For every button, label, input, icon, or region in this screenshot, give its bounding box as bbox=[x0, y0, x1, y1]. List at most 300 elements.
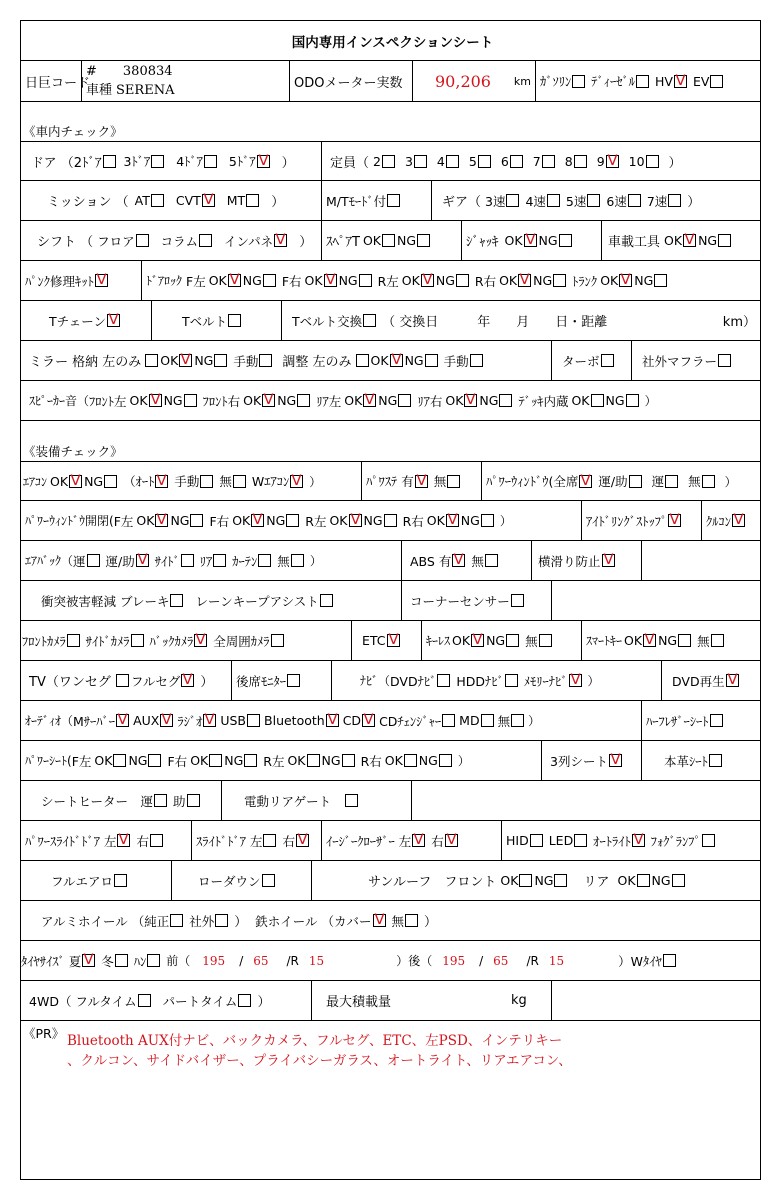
sunroof-rear-ng[interactable] bbox=[672, 874, 685, 887]
audio-0-label: Mｻｰﾊﾞｰ bbox=[73, 713, 116, 729]
t-belt-checkbox[interactable] bbox=[228, 314, 241, 327]
capacity-7-label: 9 bbox=[596, 153, 605, 169]
navi-0 bbox=[390, 672, 452, 690]
aircon-row bbox=[21, 461, 760, 501]
gear-4 bbox=[647, 192, 683, 210]
doorlock-1-ok[interactable] bbox=[324, 274, 337, 287]
wheels-genuine bbox=[41, 912, 185, 930]
puncture-kit-label: ﾊﾟﾝｸ修理ｷｯﾄ bbox=[25, 273, 94, 289]
pw-open-0 bbox=[114, 512, 206, 530]
power-seat-label: ﾊﾟﾜｰｼｰﾄ( bbox=[25, 754, 72, 768]
tire-row bbox=[21, 941, 760, 981]
psd-right-checkbox[interactable] bbox=[150, 834, 163, 847]
power-seat-1-ng[interactable] bbox=[244, 754, 257, 767]
audio-3 bbox=[220, 713, 262, 728]
pw-open-3-label: R右 bbox=[402, 513, 424, 529]
lights-3 bbox=[651, 832, 717, 850]
capacity-8 bbox=[629, 154, 661, 169]
camera-1-checkbox[interactable] bbox=[131, 634, 144, 647]
turbo-checkbox[interactable] bbox=[601, 354, 614, 367]
tire-w bbox=[618, 952, 678, 970]
easy-closer-right-label: 右 bbox=[431, 833, 444, 849]
lowdown bbox=[198, 872, 277, 890]
sunroof-front-ok-label: OK bbox=[500, 873, 519, 888]
lights-1-checkbox[interactable] bbox=[574, 834, 587, 847]
doorlock-2-ng[interactable] bbox=[456, 274, 469, 287]
power-seat-1-ok[interactable] bbox=[209, 754, 222, 767]
audio-4-checkbox[interactable] bbox=[326, 714, 339, 727]
shift-0-checkbox[interactable] bbox=[136, 234, 149, 247]
lane-keep-checkbox[interactable] bbox=[320, 594, 333, 607]
mt-mode-cell bbox=[321, 181, 431, 220]
pr-text bbox=[67, 1031, 572, 1071]
pw-open-row bbox=[21, 501, 760, 541]
code-prefix: # bbox=[86, 64, 97, 79]
doorlock-1-ng-label: NG bbox=[338, 273, 358, 288]
speaker-4-ng[interactable] bbox=[626, 394, 639, 407]
gear-1-label: 4速 bbox=[525, 193, 546, 209]
pw-open-1-ok[interactable] bbox=[251, 514, 264, 527]
smart-key-ok-checkbox[interactable] bbox=[643, 634, 656, 647]
sunroof-front-ng[interactable] bbox=[554, 874, 567, 887]
jack-ok-label: OK bbox=[504, 233, 523, 248]
power-seat-row bbox=[21, 741, 760, 781]
camera-0-label: ﾌﾛﾝﾄｶﾒﾗ bbox=[22, 633, 66, 649]
slide-door-right-checkbox[interactable] bbox=[296, 834, 309, 847]
speaker-4-ok-label: OK bbox=[571, 393, 590, 408]
tire-han-checkbox[interactable] bbox=[147, 954, 160, 967]
audio-8-checkbox[interactable] bbox=[511, 714, 524, 727]
doorlock-3-ok[interactable] bbox=[518, 274, 531, 287]
pw-open-3-ok-label: OK bbox=[426, 513, 445, 528]
seat-heater-driver-checkbox[interactable] bbox=[154, 794, 167, 807]
keyless-label: ｷｰﾚｽ bbox=[426, 634, 451, 648]
airbag-1 bbox=[106, 552, 151, 570]
capacity-6-label: 8 bbox=[564, 153, 573, 169]
psd-left-checkbox[interactable] bbox=[117, 834, 130, 847]
audio-4-label: Bluetooth bbox=[264, 713, 325, 728]
pw-open-2-ng[interactable] bbox=[384, 514, 397, 527]
navi-2-checkbox[interactable] bbox=[569, 674, 582, 687]
aircon-ok-checkbox[interactable] bbox=[69, 475, 82, 488]
speaker-0-ok[interactable] bbox=[149, 394, 162, 407]
transmission-2-checkbox[interactable] bbox=[246, 194, 259, 207]
keyless-ng-checkbox[interactable] bbox=[506, 634, 519, 647]
capacity-0-checkbox[interactable] bbox=[382, 155, 395, 168]
shift-2-checkbox[interactable] bbox=[274, 234, 287, 247]
mirror-row bbox=[21, 341, 760, 381]
audio-3-checkbox[interactable] bbox=[247, 714, 260, 727]
tv-fullseg bbox=[131, 672, 197, 690]
abs-yes-checkbox[interactable] bbox=[452, 554, 465, 567]
aircon-0-checkbox[interactable] bbox=[155, 475, 168, 488]
speaker-1-ng[interactable] bbox=[297, 394, 310, 407]
doorlock-0-ng-label: NG bbox=[242, 273, 262, 288]
keyless-none-checkbox[interactable] bbox=[539, 634, 552, 647]
gear-0-label: 3速 bbox=[485, 193, 506, 209]
aircon-ng-checkbox[interactable] bbox=[104, 475, 117, 488]
power-seat-0 bbox=[72, 752, 164, 770]
power-seat-2-ok[interactable] bbox=[307, 754, 320, 767]
pw-open-3-ng[interactable] bbox=[481, 514, 494, 527]
tools-ok-checkbox[interactable] bbox=[683, 234, 696, 247]
corner-sensor-label: コーナーセンサー bbox=[410, 593, 510, 609]
mt-mode-checkbox[interactable] bbox=[387, 194, 400, 207]
power-window-0 bbox=[598, 472, 643, 490]
speaker-1-ok[interactable] bbox=[262, 394, 275, 407]
fuel-0 bbox=[540, 72, 587, 90]
wheels-cover-checkbox[interactable] bbox=[373, 914, 386, 927]
fuel-2 bbox=[655, 74, 689, 89]
mirror-adjust-ng[interactable] bbox=[425, 354, 438, 367]
lights-0-checkbox[interactable] bbox=[530, 834, 543, 847]
power-seat-0-ng[interactable] bbox=[148, 754, 161, 767]
odo-value-cell bbox=[412, 61, 535, 101]
lights-3-checkbox[interactable] bbox=[702, 834, 715, 847]
fuel-2-checkbox[interactable] bbox=[674, 75, 687, 88]
aircon-2-checkbox[interactable] bbox=[233, 475, 246, 488]
full-aero-checkbox[interactable] bbox=[114, 874, 127, 887]
dvd-play-checkbox[interactable] bbox=[726, 674, 739, 687]
airbag-3-checkbox[interactable] bbox=[213, 554, 226, 567]
doorlock-0-ng[interactable] bbox=[263, 274, 276, 287]
tire-summer bbox=[21, 952, 97, 970]
airbag-2-checkbox[interactable] bbox=[181, 554, 194, 567]
airbag-4-checkbox[interactable] bbox=[258, 554, 271, 567]
power-window-close: ） bbox=[724, 474, 737, 489]
audio-8 bbox=[498, 712, 527, 730]
capacity-6-checkbox[interactable] bbox=[574, 155, 587, 168]
capacity-7-checkbox[interactable] bbox=[606, 155, 619, 168]
tv-oneseg-checkbox[interactable] bbox=[116, 674, 129, 687]
fuel-1-checkbox[interactable] bbox=[636, 75, 649, 88]
muffler-checkbox[interactable] bbox=[718, 354, 731, 367]
t-belt bbox=[182, 312, 243, 330]
tire-w-checkbox[interactable] bbox=[663, 954, 676, 967]
tools-ng-checkbox[interactable] bbox=[718, 234, 731, 247]
jack-ok-checkbox[interactable] bbox=[524, 234, 537, 247]
airbag-blank-cell bbox=[641, 541, 760, 580]
gear-0 bbox=[485, 192, 521, 210]
power-seat-1-ok-label: OK bbox=[190, 753, 209, 768]
power-window-0-checkbox[interactable] bbox=[629, 475, 642, 488]
mt-mode-label: M/Tﾓｰﾄﾞ付 bbox=[326, 193, 387, 209]
etc bbox=[362, 633, 402, 648]
pr-line-2: 、クルコン、サイドバイザー、プライバシーガラス、オートライト、リアエアコン、 bbox=[67, 1053, 572, 1069]
cruise-checkbox[interactable] bbox=[732, 514, 745, 527]
power-steering-yes-label: ﾊﾟﾜｽﾃ 有 bbox=[366, 474, 414, 489]
doorlock-label: ﾄﾞｱﾛｯｸ bbox=[146, 274, 183, 288]
lights-0-label: HID bbox=[506, 833, 529, 848]
power-steering-no-checkbox[interactable] bbox=[447, 475, 460, 488]
header-row bbox=[21, 61, 760, 102]
navi-0-checkbox[interactable] bbox=[437, 674, 450, 687]
max-load-unit: kg bbox=[511, 993, 527, 1008]
audio-6-checkbox[interactable] bbox=[442, 714, 455, 727]
power-seat-3-ok[interactable] bbox=[404, 754, 417, 767]
speaker-1-ok-label: OK bbox=[243, 393, 262, 408]
doorlock-3 bbox=[475, 272, 568, 290]
power-rear-gate-checkbox[interactable] bbox=[345, 794, 358, 807]
aircon-ok-label: OK bbox=[50, 473, 69, 489]
capacity-label: 定員（ bbox=[330, 155, 370, 171]
cruise-label: ｸﾙｺﾝ bbox=[706, 513, 732, 529]
doorlock-2-ng-label: NG bbox=[435, 273, 455, 288]
smart-key-ok-label: OK bbox=[624, 633, 643, 648]
doorlock-3-ng[interactable] bbox=[553, 274, 566, 287]
muffler-cell bbox=[631, 341, 760, 380]
aircon-3-checkbox[interactable] bbox=[290, 475, 303, 488]
mirror-adjust-ok[interactable] bbox=[390, 354, 403, 367]
doors-2-checkbox[interactable] bbox=[257, 155, 270, 168]
capacity-2-checkbox[interactable] bbox=[446, 155, 459, 168]
gear-label: ギア（ bbox=[442, 195, 482, 210]
audio-1-checkbox[interactable] bbox=[160, 714, 173, 727]
doorlock-4-ok[interactable] bbox=[619, 274, 632, 287]
mirror-manual-checkbox[interactable] bbox=[259, 354, 272, 367]
easy-closer-right-checkbox[interactable] bbox=[445, 834, 458, 847]
leather-checkbox[interactable] bbox=[709, 754, 722, 767]
power-steering-yes-checkbox[interactable] bbox=[415, 475, 428, 488]
sunroof-rear-ng-label: NG bbox=[651, 873, 671, 888]
transmission-1-checkbox[interactable] bbox=[202, 194, 215, 207]
doorlock-2-ok[interactable] bbox=[421, 274, 434, 287]
drive-full bbox=[29, 992, 153, 1010]
pw-open-0-ng[interactable] bbox=[190, 514, 203, 527]
speaker-4-ok[interactable] bbox=[591, 394, 604, 407]
airbag-0 bbox=[73, 552, 102, 570]
idling-stop-cell bbox=[581, 501, 701, 540]
t-belt-change-checkbox[interactable] bbox=[363, 314, 376, 327]
mirror-blank[interactable] bbox=[145, 354, 158, 367]
gear-3-checkbox[interactable] bbox=[628, 194, 641, 207]
capacity-8-checkbox[interactable] bbox=[646, 155, 659, 168]
t-chain-checkbox[interactable] bbox=[107, 314, 120, 327]
power-rear-gate-cell bbox=[221, 781, 411, 820]
psd-row bbox=[21, 821, 760, 861]
gear-2-checkbox[interactable] bbox=[587, 194, 600, 207]
speaker-2-ok[interactable] bbox=[363, 394, 376, 407]
audio-7-checkbox[interactable] bbox=[481, 714, 494, 727]
doorlock-1-ng[interactable] bbox=[359, 274, 372, 287]
tire-rear-inch: 15 bbox=[548, 953, 565, 968]
third-row-checkbox[interactable] bbox=[609, 754, 622, 767]
tire-han-label: ﾊﾝ bbox=[133, 953, 147, 969]
power-window-all bbox=[486, 472, 594, 490]
easy-closer-right bbox=[431, 832, 460, 850]
tire-winter-checkbox[interactable] bbox=[115, 954, 128, 967]
abs-no-checkbox[interactable] bbox=[485, 554, 498, 567]
lowdown-cell bbox=[171, 861, 311, 900]
camera-3-checkbox[interactable] bbox=[271, 634, 284, 647]
idling-stop-checkbox[interactable] bbox=[668, 514, 681, 527]
keyless-ok-checkbox[interactable] bbox=[471, 634, 484, 647]
mirror-adjust-manual-checkbox[interactable] bbox=[470, 354, 483, 367]
spare-cell bbox=[321, 221, 461, 260]
keyless-ok-label: OK bbox=[452, 633, 471, 648]
camera-0-checkbox[interactable] bbox=[67, 634, 80, 647]
tire-r-2: /R bbox=[526, 953, 539, 968]
shift-1-checkbox[interactable] bbox=[199, 234, 212, 247]
speaker-0-label: ﾌﾛﾝﾄ左 bbox=[89, 393, 127, 409]
capacity-1-checkbox[interactable] bbox=[414, 155, 427, 168]
power-seat-2-ng[interactable] bbox=[342, 754, 355, 767]
speaker-label: ｽﾋﾟｰｶｰ音（ bbox=[29, 394, 90, 408]
gear-1-checkbox[interactable] bbox=[547, 194, 560, 207]
shift-close: ） bbox=[299, 235, 313, 250]
camera-1-label: ｻｲﾄﾞｶﾒﾗ bbox=[85, 633, 130, 649]
tools-label: 車載工具 bbox=[608, 235, 661, 250]
tire-front-inch: 15 bbox=[308, 953, 325, 968]
audio-4 bbox=[264, 713, 341, 728]
gear-0-checkbox[interactable] bbox=[506, 194, 519, 207]
tchain-cell bbox=[21, 301, 151, 340]
pw-open-0-ok[interactable] bbox=[155, 514, 168, 527]
collision-brake-checkbox[interactable] bbox=[170, 594, 183, 607]
power-seat-0-ok[interactable] bbox=[113, 754, 126, 767]
spare-ok-checkbox[interactable] bbox=[382, 234, 395, 247]
pw-open-close: ） bbox=[499, 514, 512, 528]
tbelt-change-cell bbox=[281, 301, 760, 340]
speaker-3-ng-label: NG bbox=[479, 393, 499, 408]
psd-left-label: ﾊﾟﾜｰｽﾗｲﾄﾞﾄﾞｱ 左 bbox=[25, 833, 117, 849]
wheels-none-checkbox[interactable] bbox=[405, 914, 418, 927]
transmission-0 bbox=[135, 193, 166, 208]
seat-heater-passenger-checkbox[interactable] bbox=[187, 794, 200, 807]
audio-5-checkbox[interactable] bbox=[362, 714, 375, 727]
power-seat-cell bbox=[21, 741, 541, 780]
speaker-3-ok[interactable] bbox=[464, 394, 477, 407]
doorlock-4-label: ﾄﾗﾝｸ bbox=[572, 273, 598, 289]
abs-yes bbox=[410, 552, 467, 570]
fuel-0-checkbox[interactable] bbox=[572, 75, 585, 88]
capacity-3 bbox=[469, 154, 493, 169]
abs-no-label: 無 bbox=[471, 553, 484, 569]
lowdown-checkbox[interactable] bbox=[262, 874, 275, 887]
power-window-2-checkbox[interactable] bbox=[702, 475, 715, 488]
doorlock-3-label: R右 bbox=[474, 273, 497, 289]
power-window-2 bbox=[688, 472, 717, 490]
speaker-0-ng[interactable] bbox=[184, 394, 197, 407]
pw-open-1-ng[interactable] bbox=[286, 514, 299, 527]
tire-summer-checkbox[interactable] bbox=[82, 954, 95, 967]
easy-closer-left-checkbox[interactable] bbox=[412, 834, 425, 847]
jack-cell bbox=[461, 221, 601, 260]
mirror-ng-checkbox[interactable] bbox=[214, 354, 227, 367]
camera-2-checkbox[interactable] bbox=[194, 634, 207, 647]
gear-4-checkbox[interactable] bbox=[668, 194, 681, 207]
pw-open-3-ok[interactable] bbox=[446, 514, 459, 527]
power-seat-3-label: R右 bbox=[360, 753, 382, 769]
pw-open-0-ng-label: NG bbox=[170, 513, 190, 528]
mirror-adjust-blank[interactable] bbox=[356, 354, 369, 367]
third-row-cell bbox=[541, 741, 641, 780]
corner-sensor-checkbox[interactable] bbox=[511, 594, 524, 607]
speaker-3-ng[interactable] bbox=[499, 394, 512, 407]
drive-blank-cell bbox=[551, 981, 760, 1020]
sunroof-front-ok[interactable] bbox=[519, 874, 532, 887]
slide-door-left-checkbox[interactable] bbox=[263, 834, 276, 847]
capacity-3-checkbox[interactable] bbox=[478, 155, 491, 168]
psd-left bbox=[25, 832, 132, 850]
half-leather-checkbox[interactable] bbox=[710, 714, 723, 727]
lights-2-checkbox[interactable] bbox=[632, 834, 645, 847]
doorlock-0-ok[interactable] bbox=[228, 274, 241, 287]
audio-0-checkbox[interactable] bbox=[116, 714, 129, 727]
rear-monitor-checkbox[interactable] bbox=[287, 674, 300, 687]
airbag-1-checkbox[interactable] bbox=[136, 554, 149, 567]
speaker-2-ng-label: NG bbox=[378, 393, 398, 408]
shift-row bbox=[21, 221, 760, 261]
audio-2-checkbox[interactable] bbox=[203, 714, 216, 727]
inspection-sheet bbox=[20, 20, 761, 1180]
rear-monitor bbox=[236, 672, 302, 690]
navi-1-checkbox[interactable] bbox=[505, 674, 518, 687]
easy-closer-left bbox=[326, 832, 427, 850]
code-value: 380834 bbox=[122, 64, 173, 79]
puncture-kit-checkbox[interactable] bbox=[95, 274, 108, 287]
drive-part-checkbox[interactable] bbox=[238, 994, 251, 1007]
skid-checkbox[interactable] bbox=[602, 554, 615, 567]
tire-rear-label: ）後（ bbox=[396, 954, 433, 968]
capacity-4-checkbox[interactable] bbox=[510, 155, 523, 168]
fuel-3-checkbox[interactable] bbox=[710, 75, 723, 88]
smart-key-ng-checkbox[interactable] bbox=[678, 634, 691, 647]
capacity-5-checkbox[interactable] bbox=[542, 155, 555, 168]
capacity-7 bbox=[597, 154, 621, 169]
doors-1-checkbox[interactable] bbox=[204, 155, 217, 168]
smart-key-none-checkbox[interactable] bbox=[711, 634, 724, 647]
sunroof-rear-ok-label: OK bbox=[617, 873, 636, 888]
spare-ng-checkbox[interactable] bbox=[417, 234, 430, 247]
power-seat-3-ng[interactable] bbox=[439, 754, 452, 767]
power-window-all-checkbox[interactable] bbox=[579, 475, 592, 488]
pw-open-2-ok[interactable] bbox=[349, 514, 362, 527]
tire-winter bbox=[101, 952, 130, 970]
transmission-0-checkbox[interactable] bbox=[151, 194, 164, 207]
doors-0-checkbox[interactable] bbox=[151, 155, 164, 168]
t-belt-change-detail: （ 交換日 年 月 日・距離 bbox=[382, 315, 608, 330]
power-seat-1 bbox=[167, 752, 259, 770]
power-steering-cell bbox=[361, 462, 481, 500]
fuel-3-label: EV bbox=[692, 73, 710, 89]
sunroof-rear-label: リア bbox=[583, 875, 610, 890]
wheels-aftermarket-checkbox[interactable] bbox=[215, 914, 228, 927]
doorlock-2 bbox=[378, 272, 471, 290]
doorlock-1-ok-label: OK bbox=[304, 273, 323, 288]
speaker-2-ng[interactable] bbox=[398, 394, 411, 407]
tbelt-cell bbox=[151, 301, 281, 340]
slide-door-right bbox=[282, 832, 311, 850]
etc-checkbox[interactable] bbox=[387, 634, 400, 647]
jack-ng-checkbox[interactable] bbox=[559, 234, 572, 247]
doorlock-4-ng[interactable] bbox=[654, 274, 667, 287]
doors-1-label: 4ﾄﾞｱ bbox=[176, 154, 203, 169]
airbag-0-checkbox[interactable] bbox=[87, 554, 100, 567]
tv-fullseg-checkbox[interactable] bbox=[181, 674, 194, 687]
airbag-5-checkbox[interactable] bbox=[291, 554, 304, 567]
pw-open-1-ok-label: OK bbox=[232, 513, 251, 528]
power-window-1-checkbox[interactable] bbox=[665, 475, 678, 488]
section-equipment-label: 《装備チェック》 bbox=[23, 444, 123, 459]
drive-full-checkbox[interactable] bbox=[138, 994, 151, 1007]
wheels-genuine-checkbox[interactable] bbox=[170, 914, 183, 927]
mirror-ok-checkbox[interactable] bbox=[179, 354, 192, 367]
doors-2-checkbox[interactable] bbox=[103, 155, 116, 168]
airbag-2-label: ｻｲﾄﾞ bbox=[154, 553, 180, 569]
aircon-1-checkbox[interactable] bbox=[200, 475, 213, 488]
sunroof-rear-ok[interactable] bbox=[637, 874, 650, 887]
